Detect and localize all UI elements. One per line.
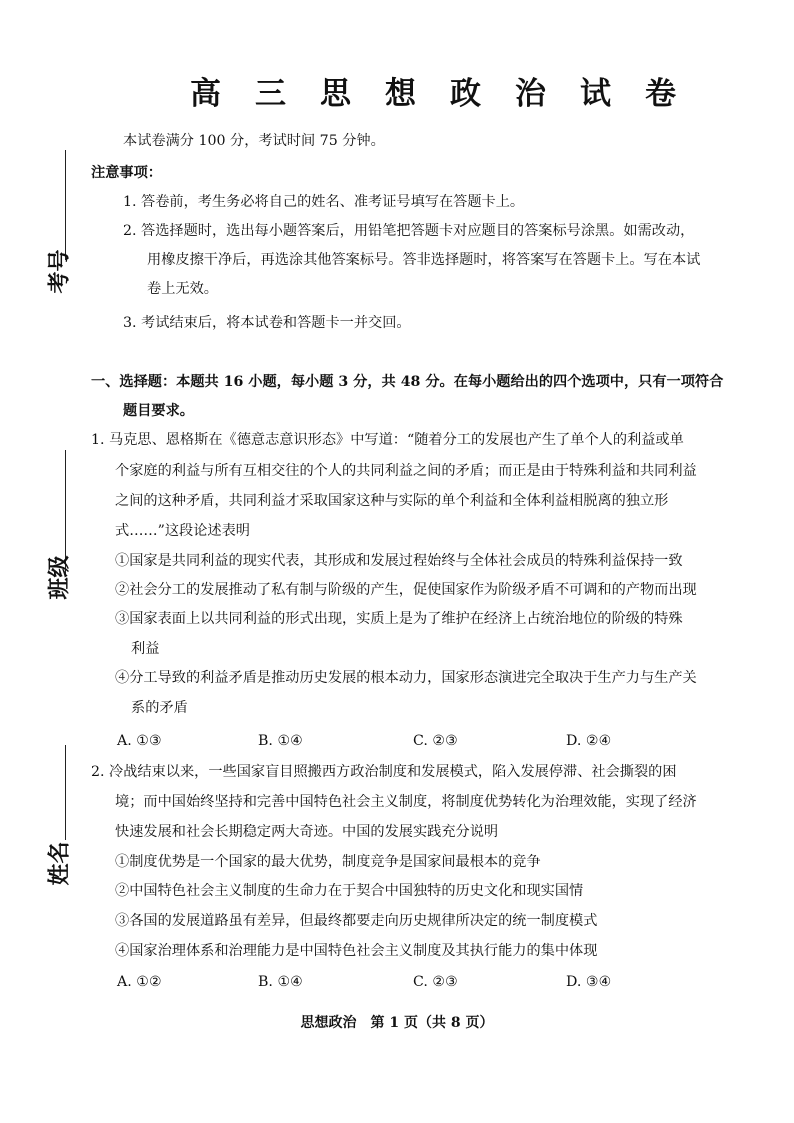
question-1-option-a: A. ①③ bbox=[117, 733, 162, 749]
class-label: 班级 bbox=[46, 555, 73, 600]
notice-item: 1. 答卷前，考生务必将自己的姓名、准考证号填写在答题卡上。 bbox=[123, 194, 525, 210]
question-1-option-d: D. ②④ bbox=[566, 733, 612, 749]
question-2-option-c: C. ②③ bbox=[413, 974, 458, 990]
question-2-statement: ③各国的发展道路虽有差异，但最终都要走向历史规律所决定的统一制度模式 bbox=[115, 913, 598, 929]
question-1-statement: 利益 bbox=[131, 641, 160, 657]
page-footer: 思想政治 第 1 页（共 8 页） bbox=[300, 1015, 494, 1031]
question-1-statement: 系的矛盾 bbox=[131, 700, 188, 716]
question-1-text: 1. 马克思、恩格斯在《德意志意识形态》中写道：“随着分工的发展也产生了单个人的利益或单 bbox=[91, 432, 684, 448]
question-1-statement: ③国家表面上以共同利益的形式出现，实质上是为了维护在经济上占统治地位的阶级的特殊 bbox=[115, 611, 683, 627]
question-2-statement: ②中国特色社会主义制度的生命力在于契合中国独特的历史文化和现实国情 bbox=[115, 883, 584, 899]
page-title: 高三思想政治试卷 bbox=[190, 76, 710, 112]
question-2-option-d: D. ③④ bbox=[566, 974, 612, 990]
notice-item: 3. 考试结束后，将本试卷和答题卡一并交回。 bbox=[123, 315, 411, 331]
question-1-statement: ②社会分工的发展推动了私有制与阶级的产生，促使国家作为阶级矛盾不可调和的产物而出现 bbox=[115, 582, 697, 598]
question-2-option-b: B. ①④ bbox=[258, 974, 303, 990]
exam-info: 本试卷满分 100 分，考试时间 75 分钟。 bbox=[123, 133, 385, 149]
exam-number-label: 考号 bbox=[46, 249, 73, 294]
section-heading: 一、选择题：本题共 16 小题，每小题 3 分，共 48 分。在每小题给出的四个选项中，只有一项符合 bbox=[91, 374, 724, 390]
name-label: 姓名 bbox=[46, 841, 73, 886]
name-line bbox=[65, 745, 66, 840]
question-1-text: 之间的这种矛盾，共同利益才采取国家这种与实际的单个利益和全体利益相脱离的独立形 bbox=[115, 493, 669, 509]
question-2-option-a: A. ①② bbox=[117, 974, 162, 990]
notice-heading: 注意事项： bbox=[91, 165, 162, 181]
question-2-text: 境；而中国始终坚持和完善中国特色社会主义制度，将制度优势转化为治理效能，实现了经济 bbox=[115, 794, 697, 810]
question-1-text: 式……”这段论述表明 bbox=[115, 523, 250, 539]
question-2-text: 2. 冷战结束以来，一些国家盲目照搬西方政治制度和发展模式，陷入发展停滞、社会撕裂的困 bbox=[91, 764, 677, 780]
notice-item: 卷上无效。 bbox=[147, 281, 218, 297]
notice-item: 用橡皮擦干净后，再选涂其他答案标号。答非选择题时，将答案写在答题卡上。写在本试 bbox=[147, 252, 701, 268]
section-heading-cont: 题目要求。 bbox=[123, 403, 194, 419]
question-2-text: 快速发展和社会长期稳定两大奇迹。中国的发展实践充分说明 bbox=[115, 824, 499, 840]
question-1-option-b: B. ①④ bbox=[258, 733, 303, 749]
question-1-statement: ①国家是共同利益的现实代表，其形成和发展过程始终与全体社会成员的特殊利益保持一致 bbox=[115, 553, 683, 569]
question-1-statement: ④分工导致的利益矛盾是推动历史发展的根本动力，国家形态演进完全取决于生产力与生产关 bbox=[115, 670, 697, 686]
notice-item: 2. 答选择题时，选出每小题答案后，用铅笔把答题卡对应题目的答案标号涂黑。如需改动， bbox=[123, 223, 695, 239]
question-2-statement: ④国家治理体系和治理能力是中国特色社会主义制度及其执行能力的集中体现 bbox=[115, 943, 598, 959]
question-1-option-c: C. ②③ bbox=[413, 733, 458, 749]
question-2-statement: ①制度优势是一个国家的最大优势，制度竞争是国家间最根本的竞争 bbox=[115, 854, 541, 870]
question-1-text: 个家庭的利益与所有互相交往的个人的共同利益之间的矛盾；而正是由于特殊利益和共同利益 bbox=[115, 463, 697, 479]
